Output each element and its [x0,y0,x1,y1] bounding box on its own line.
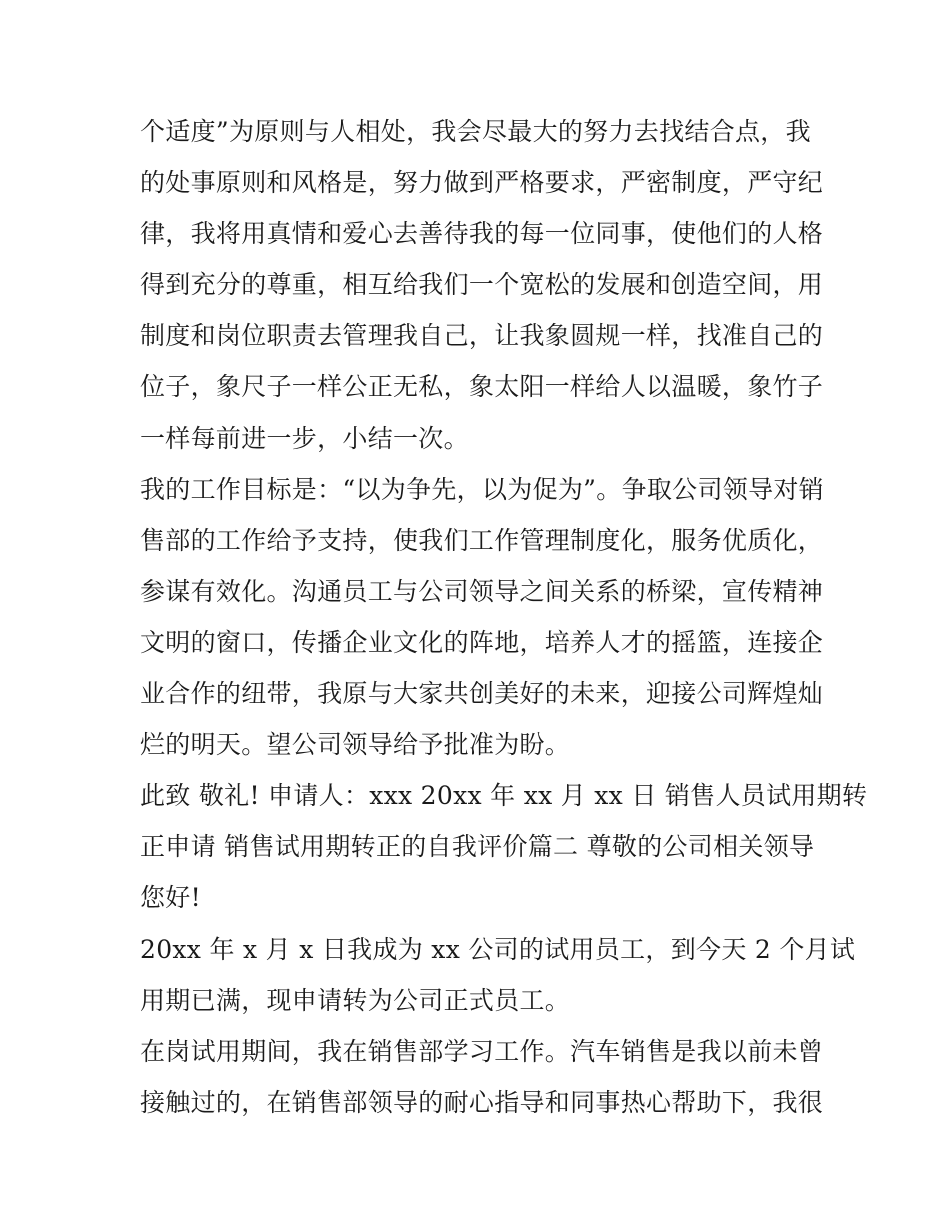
text-line: 正申请 销售试用期转正的自我评价篇二 尊敬的公司相关领导 [140,832,815,862]
text-line: 业合作的纽带，我原与大家共创美好的未来，迎接公司辉煌灿 [140,679,824,709]
text-line: 20xx 年 x 月 x 日我成为 xx 公司的试用员工，到今天 2 个月试 [140,934,856,964]
text-line: 烂的明天。望公司领导给予批准为盼。 [140,730,571,760]
text-line: 用期已满，现申请转为公司正式员工。 [140,985,571,1015]
text-line: 文明的窗口，传播企业文化的阵地，培养人才的摇篮，连接企 [140,627,824,657]
text-line: 一样每前进一步，小结一次。 [140,423,469,453]
text-line: 制度和岗位职责去管理我自己，让我象圆规一样，找准自己的 [140,321,824,351]
text-line: 接触过的，在销售部领导的耐心指导和同事热心帮助下，我很 [140,1087,824,1117]
text-line: 参谋有效化。沟通员工与公司领导之间关系的桥梁，宣传精神 [140,576,824,606]
text-line: 的处事原则和风格是，努力做到严格要求，严密制度，严守纪 [140,168,824,198]
text-line: 律，我将用真情和爱心去善待我的每一位同事，使他们的人格 [140,219,824,249]
document-body [140,106,868,1128]
text-line: 个适度”为原则与人相处，我会尽最大的努力去找结合点，我 [140,117,811,146]
text-line: 售部的工作给予支持，使我们工作管理制度化，服务优质化， [140,525,824,555]
text-line: 得到充分的尊重，相互给我们一个宽松的发展和创造空间，用 [140,270,824,300]
text-line: 位子，象尺子一样公正无私，象太阳一样给人以温暖，象竹子 [140,372,824,402]
text-line: 此致 敬礼! 申请人：xxx 20xx 年 xx 月 xx 日 销售人员试用期转 [140,781,868,811]
text-line: 我的工作目标是：“以为争先，以为促为”。争取公司领导对销 [140,474,824,504]
text-line: 您好! [140,883,201,913]
text-line: 在岗试用期间，我在销售部学习工作。汽车销售是我以前未曾 [140,1036,824,1066]
